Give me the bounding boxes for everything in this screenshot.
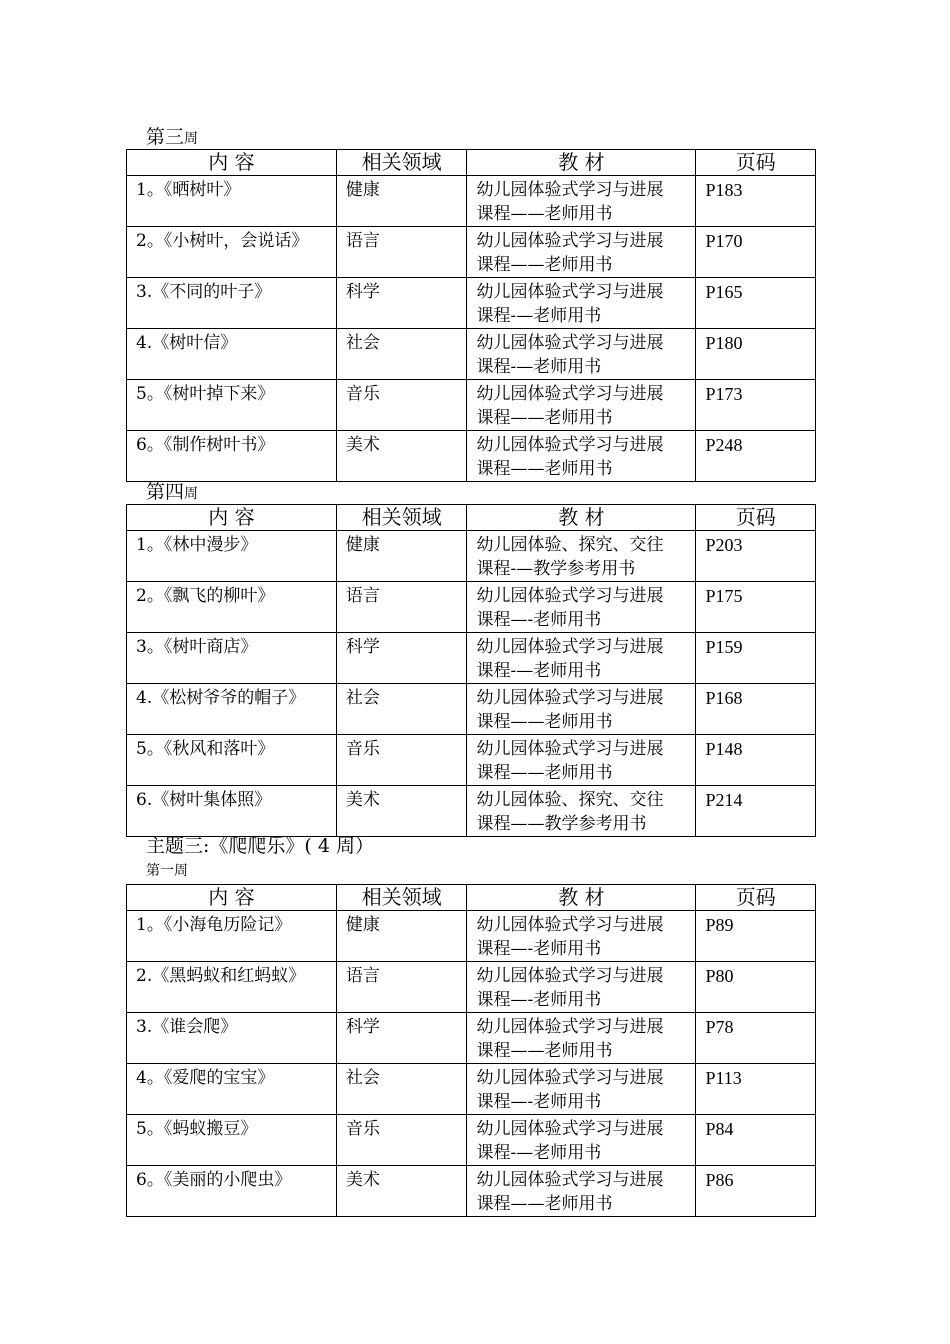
material-text [467, 1115, 695, 1165]
lesson-title: 2。《飘飞的柳叶》 [136, 586, 275, 606]
material-line-2: 课程-—教学参考用书 [476, 559, 636, 579]
header-domain: 相关领域 [336, 885, 467, 911]
table-row [127, 684, 816, 735]
page-number: P214 [705, 790, 743, 810]
table-row [127, 786, 816, 837]
material-text [467, 176, 695, 226]
material-text [467, 684, 695, 734]
content-cell [127, 531, 337, 582]
table-row [127, 1064, 816, 1115]
material-line-1: 幼儿园体验式学习与进展 [476, 688, 664, 708]
domain-label: 美术 [345, 435, 380, 455]
lesson-title: 5。《秋风和落叶》 [136, 739, 275, 759]
page-number: P183 [705, 180, 743, 200]
material-line-2: 课程——老师用书 [476, 712, 613, 732]
table-row [127, 227, 816, 278]
table-row [127, 633, 816, 684]
material-line-1: 幼儿园体验式学习与进展 [476, 384, 664, 404]
content-cell [127, 735, 337, 786]
page-cell [696, 278, 816, 329]
domain-label: 美术 [345, 790, 380, 810]
header-material: 教 材 [467, 505, 696, 531]
material-cell [467, 1115, 696, 1166]
material-line-1: 幼儿园体验、探究、交往 [476, 790, 664, 810]
lesson-title: 2.《黑蚂蚁和红蚂蚁》 [136, 966, 306, 986]
lesson-title: 1。《林中漫步》 [136, 535, 258, 555]
lesson-title: 4。《爱爬的宝宝》 [136, 1068, 275, 1088]
material-line-1: 幼儿园体验式学习与进展 [476, 586, 664, 606]
lesson-title: 6.《树叶集体照》 [136, 790, 272, 810]
table-row [127, 431, 816, 482]
content-cell [127, 227, 337, 278]
material-cell [467, 329, 696, 380]
material-line-2: 课程—-老师用书 [476, 610, 602, 630]
header-page: 页码 [696, 150, 816, 176]
domain-cell [336, 278, 467, 329]
week3-title [146, 126, 198, 150]
page-number: P173 [705, 384, 743, 404]
domain-cell [336, 1166, 467, 1217]
content-cell [127, 1064, 337, 1115]
material-line-2: 课程——老师用书 [476, 1041, 613, 1061]
page-cell [696, 786, 816, 837]
material-line-2: 课程-—老师用书 [476, 306, 602, 326]
domain-cell [336, 911, 467, 962]
domain-label: 语言 [345, 231, 380, 251]
domain-label: 社会 [345, 688, 380, 708]
content-cell [127, 633, 337, 684]
material-line-2: 课程——老师用书 [476, 204, 613, 224]
material-cell [467, 1166, 696, 1217]
page-cell [696, 1064, 816, 1115]
material-line-2: 课程—-老师用书 [476, 939, 602, 959]
material-line-2: 课程——老师用书 [476, 1194, 613, 1214]
material-cell [467, 633, 696, 684]
material-cell [467, 582, 696, 633]
material-cell [467, 431, 696, 482]
page-cell [696, 1115, 816, 1166]
table-row [127, 582, 816, 633]
page-number: P159 [705, 637, 743, 657]
content-cell [127, 1115, 337, 1166]
theme3-title: 主题三:《爬爬乐》( 4 周） [146, 835, 374, 857]
domain-cell [336, 582, 467, 633]
page-number: P78 [705, 1017, 734, 1037]
content-cell [127, 176, 337, 227]
page-number: P84 [705, 1119, 734, 1139]
page-cell [696, 962, 816, 1013]
header-domain: 相关领域 [336, 150, 467, 176]
page-number: P113 [705, 1068, 742, 1088]
domain-label: 音乐 [345, 1119, 380, 1139]
page-number: P180 [705, 333, 743, 353]
domain-cell [336, 227, 467, 278]
material-text [467, 1064, 695, 1114]
table-row [127, 176, 816, 227]
material-line-2: 课程—-老师用书 [476, 1092, 602, 1112]
table-header-row [127, 885, 816, 911]
page-cell [696, 176, 816, 227]
page-cell [696, 1013, 816, 1064]
material-text [467, 431, 695, 481]
header-content: 内 容 [127, 885, 337, 911]
domain-cell [336, 786, 467, 837]
material-text [467, 227, 695, 277]
domain-cell [336, 684, 467, 735]
domain-label: 科学 [345, 282, 380, 302]
domain-label: 社会 [345, 333, 380, 353]
domain-label: 美术 [345, 1170, 380, 1190]
material-cell [467, 380, 696, 431]
material-line-1: 幼儿园体验式学习与进展 [476, 282, 664, 302]
page-cell [696, 431, 816, 482]
page-cell [696, 380, 816, 431]
page-cell [696, 227, 816, 278]
domain-label: 语言 [345, 586, 380, 606]
page-number: P203 [705, 535, 743, 555]
header-domain: 相关领域 [336, 505, 467, 531]
content-cell [127, 582, 337, 633]
domain-cell [336, 431, 467, 482]
lesson-title: 3。《树叶商店》 [136, 637, 258, 657]
material-cell [467, 962, 696, 1013]
page-cell [696, 684, 816, 735]
material-text [467, 278, 695, 328]
table-row [127, 380, 816, 431]
lesson-title: 2。《小树叶，会说话》 [136, 231, 309, 251]
table-row [127, 1115, 816, 1166]
domain-label: 音乐 [345, 739, 380, 759]
theme3-week1-title: 第一周 [146, 863, 188, 879]
material-line-2: 课程——老师用书 [476, 408, 613, 428]
material-line-1: 幼儿园体验、探究、交往 [476, 535, 664, 555]
material-cell [467, 227, 696, 278]
domain-cell [336, 962, 467, 1013]
material-cell [467, 176, 696, 227]
page-number: P89 [705, 915, 734, 935]
header-page: 页码 [696, 505, 816, 531]
lesson-title: 3.《谁会爬》 [136, 1017, 238, 1037]
theme3-week1-schedule-table [126, 884, 816, 1217]
material-line-1: 幼儿园体验式学习与进展 [476, 180, 664, 200]
material-cell [467, 786, 696, 837]
domain-label: 音乐 [345, 384, 380, 404]
material-line-2: 课程-—老师用书 [476, 357, 602, 377]
material-line-2: 课程——老师用书 [476, 763, 613, 783]
material-text [467, 911, 695, 961]
content-cell [127, 380, 337, 431]
material-cell [467, 1013, 696, 1064]
page-cell [696, 911, 816, 962]
page-number: P248 [705, 435, 743, 455]
material-text [467, 329, 695, 379]
lesson-title: 1。《小海龟历险记》 [136, 915, 292, 935]
material-line-2: 课程——老师用书 [476, 255, 613, 275]
material-line-1: 幼儿园体验式学习与进展 [476, 1119, 664, 1139]
domain-label: 科学 [345, 637, 380, 657]
header-content: 内 容 [127, 150, 337, 176]
lesson-title: 4.《松树爷爷的帽子》 [136, 688, 306, 708]
domain-label: 社会 [345, 1068, 380, 1088]
lesson-title: 6。《美丽的小爬虫》 [136, 1170, 292, 1190]
week3-title-suffix: 周 [184, 131, 199, 147]
page-number: P165 [705, 282, 743, 302]
header-page: 页码 [696, 885, 816, 911]
page-cell [696, 329, 816, 380]
table-row [127, 531, 816, 582]
domain-cell [336, 1064, 467, 1115]
table-header-row [127, 150, 816, 176]
content-cell [127, 431, 337, 482]
material-line-2: 课程-—老师用书 [476, 661, 602, 681]
material-line-1: 幼儿园体验式学习与进展 [476, 966, 664, 986]
content-cell [127, 329, 337, 380]
content-cell [127, 1166, 337, 1217]
material-line-1: 幼儿园体验式学习与进展 [476, 1170, 664, 1190]
material-line-1: 幼儿园体验式学习与进展 [476, 231, 664, 251]
domain-label: 健康 [345, 915, 380, 935]
domain-label: 语言 [345, 966, 380, 986]
material-line-1: 幼儿园体验式学习与进展 [476, 333, 664, 353]
material-cell [467, 735, 696, 786]
lesson-title: 3.《不同的叶子》 [136, 282, 272, 302]
domain-cell [336, 633, 467, 684]
content-cell [127, 684, 337, 735]
material-text [467, 1166, 695, 1216]
content-cell [127, 786, 337, 837]
domain-cell [336, 735, 467, 786]
table-row [127, 1166, 816, 1217]
material-line-1: 幼儿园体验式学习与进展 [476, 1017, 664, 1037]
material-line-1: 幼儿园体验式学习与进展 [476, 435, 664, 455]
domain-label: 健康 [345, 535, 380, 555]
domain-cell [336, 1115, 467, 1166]
material-line-2: 课程——教学参考用书 [476, 814, 647, 834]
material-text [467, 531, 695, 581]
page-cell [696, 582, 816, 633]
header-content: 内 容 [127, 505, 337, 531]
page-cell [696, 633, 816, 684]
lesson-title: 5。《树叶掉下来》 [136, 384, 275, 404]
lesson-title: 5。《蚂蚁搬豆》 [136, 1119, 258, 1139]
week4-schedule-table [126, 504, 816, 837]
domain-cell [336, 329, 467, 380]
page-cell [696, 735, 816, 786]
material-line-1: 幼儿园体验式学习与进展 [476, 1068, 664, 1088]
content-cell [127, 278, 337, 329]
page-number: P170 [705, 231, 743, 251]
material-text [467, 786, 695, 836]
content-cell [127, 962, 337, 1013]
material-text [467, 735, 695, 785]
material-text [467, 1013, 695, 1063]
table-row [127, 911, 816, 962]
table-row [127, 962, 816, 1013]
week3-title-main: 第三 [146, 126, 185, 148]
week4-title-main: 第四 [146, 481, 185, 503]
domain-label: 健康 [345, 180, 380, 200]
page-number: P175 [705, 586, 743, 606]
header-material: 教 材 [467, 885, 696, 911]
material-cell [467, 1064, 696, 1115]
domain-cell [336, 380, 467, 431]
header-material: 教 材 [467, 150, 696, 176]
page-number: P148 [705, 739, 743, 759]
page-number: P80 [705, 966, 734, 986]
table-row [127, 1013, 816, 1064]
page-number: P168 [705, 688, 743, 708]
lesson-title: 6。《制作树叶书》 [136, 435, 275, 455]
material-text [467, 380, 695, 430]
domain-cell [336, 531, 467, 582]
table-row [127, 278, 816, 329]
material-text [467, 633, 695, 683]
lesson-title: 1。《晒树叶》 [136, 180, 241, 200]
page-cell [696, 1166, 816, 1217]
table-row [127, 329, 816, 380]
material-line-2: 课程——老师用书 [476, 459, 613, 479]
table-row [127, 735, 816, 786]
material-text [467, 582, 695, 632]
material-line-1: 幼儿园体验式学习与进展 [476, 915, 664, 935]
material-cell [467, 684, 696, 735]
material-cell [467, 531, 696, 582]
domain-cell [336, 176, 467, 227]
material-line-1: 幼儿园体验式学习与进展 [476, 637, 664, 657]
material-line-2: 课程—-老师用书 [476, 990, 602, 1010]
material-cell [467, 278, 696, 329]
week4-title [146, 481, 198, 505]
domain-label: 科学 [345, 1017, 380, 1037]
material-cell [467, 911, 696, 962]
content-cell [127, 1013, 337, 1064]
week4-title-suffix: 周 [184, 486, 199, 502]
page-number: P86 [705, 1170, 734, 1190]
content-cell [127, 911, 337, 962]
table-header-row [127, 505, 816, 531]
domain-cell [336, 1013, 467, 1064]
material-line-2: 课程-—老师用书 [476, 1143, 602, 1163]
page-cell [696, 531, 816, 582]
material-text [467, 962, 695, 1012]
lesson-title: 4.《树叶信》 [136, 333, 238, 353]
material-line-1: 幼儿园体验式学习与进展 [476, 739, 664, 759]
week3-schedule-table [126, 149, 816, 482]
